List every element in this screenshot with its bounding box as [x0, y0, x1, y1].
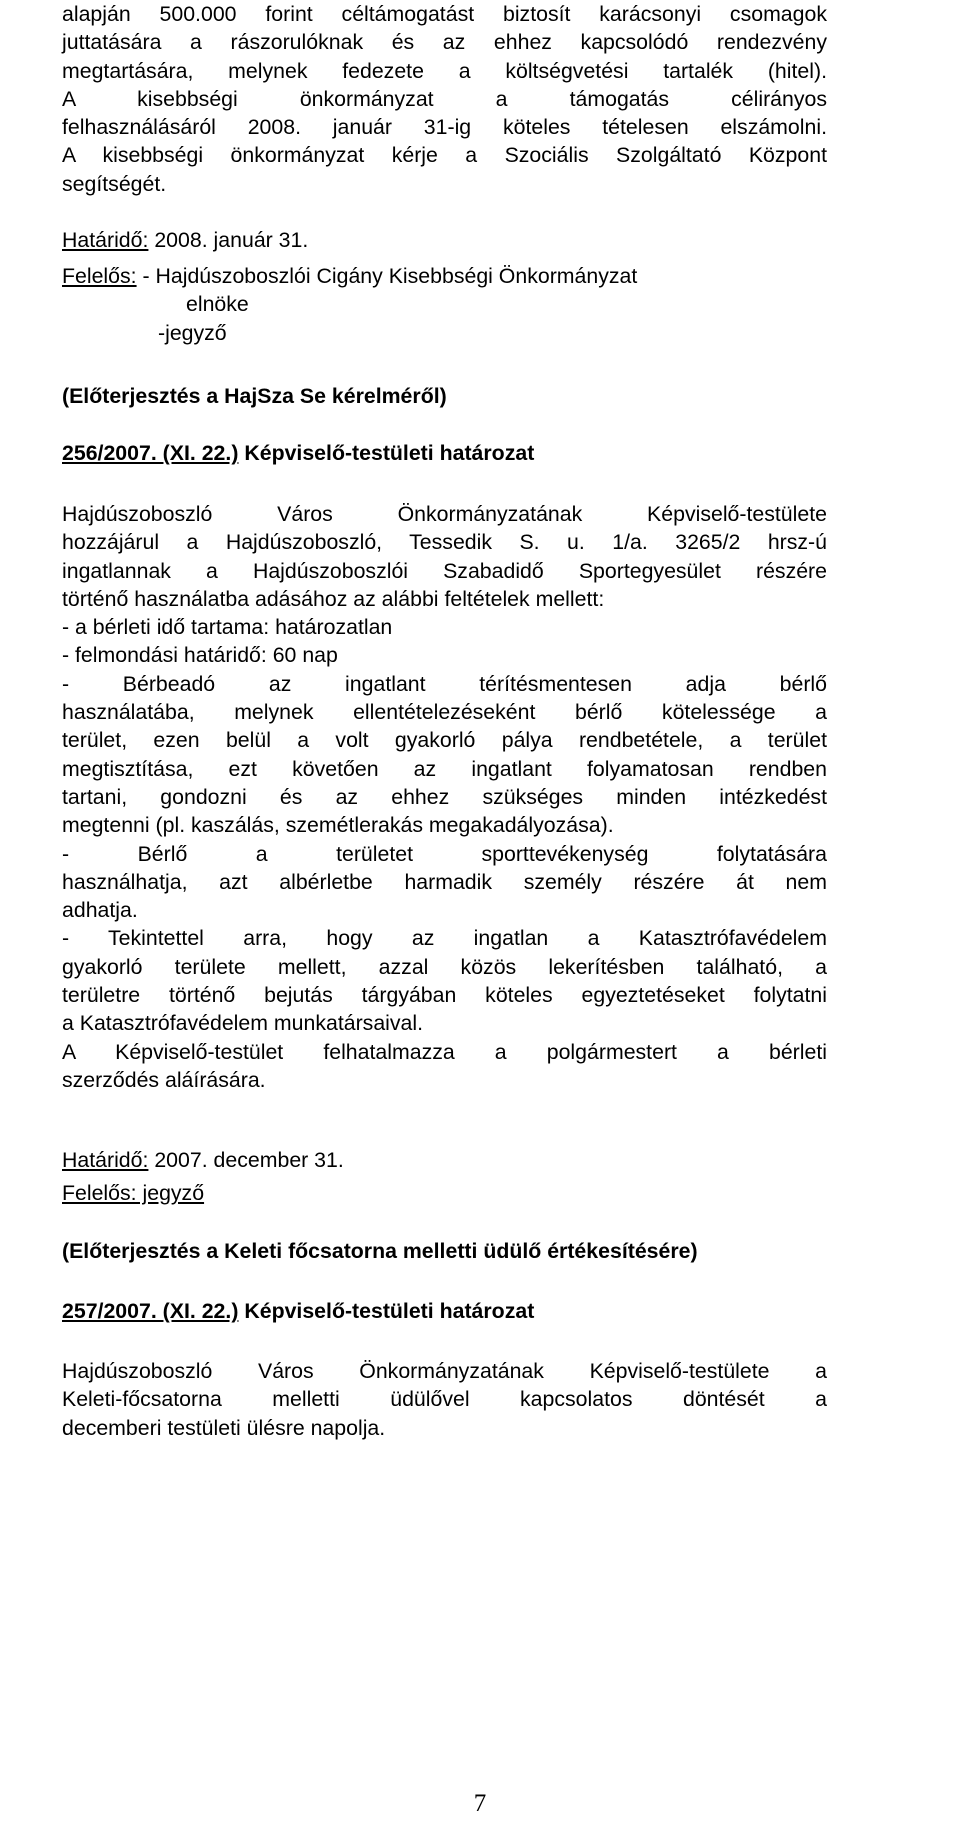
- text-line: tartani, gondozni és az ehhez szükséges minden intézkedést: [62, 784, 827, 809]
- responsible-label: Felelős:: [62, 264, 137, 288]
- text-line: történő használatba adásához az alábbi feltételek mellett:: [62, 586, 605, 611]
- text-line: hozzájárul a Hajdúszoboszló, Tessedik S. u. 1/a. 3265/2 hrsz-ú: [62, 530, 827, 555]
- text-line: decemberi testületi ülésre napolja.: [62, 1415, 386, 1440]
- deadline-label: Határidő:: [62, 1148, 149, 1172]
- resolution-256-title: [62, 439, 827, 467]
- resolution-title: Képviselő-testületi határozat: [238, 1299, 535, 1323]
- text-line: a Katasztrófavédelem munkatársaival.: [62, 1011, 424, 1036]
- text-line: A Képviselő-testület felhatalmazza a polgármestert a bérleti: [62, 1039, 827, 1064]
- resolution-256-body: [62, 500, 827, 1094]
- text-line: terület, ezen belül a volt gyakorló pálya rendbetétele, a terület: [62, 728, 827, 753]
- deadline-value: 2007. december 31.: [148, 1148, 344, 1172]
- proposal-heading-2: [62, 1237, 827, 1265]
- text-line: Hajdúszoboszló Város Önkormányzatának Képviselő-testülete a: [62, 1359, 827, 1383]
- responsible-label: Felelős: jegyző: [62, 1181, 205, 1205]
- text-line: megtenni (pl. kaszálás, szemétlerakás megakadályozása).: [62, 813, 614, 838]
- condition-item: - Bérlő a területet sporttevékenység folytatására: [62, 841, 827, 866]
- proposal-heading-1: [62, 382, 827, 410]
- text-line: területre történő bejutás tárgyában köteles egyeztetéseket folytatni: [62, 983, 827, 1008]
- text-line: A kisebbségi önkormányzat a támogatás célirányos: [62, 86, 827, 111]
- responsible-line: elnöke: [186, 292, 249, 317]
- text-line: gyakorló területe mellett, azzal közös lekerítésben található, a: [62, 954, 827, 979]
- resolution-number: 257/2007. (XI. 22.): [62, 1299, 239, 1323]
- text-line: ingatlannak a Hajdúszoboszlói Szabadidő Sportegyesület részére: [62, 558, 827, 583]
- condition-item: - felmondási határidő: 60 nap: [62, 643, 338, 668]
- deadline-value: 2008. január 31.: [148, 228, 309, 252]
- condition-item: - Tekintettel arra, hogy az ingatlan a Katasztrófavédelem: [62, 926, 827, 951]
- deadline-label: Határidő:: [62, 228, 149, 252]
- responsible-value: - Hajdúszoboszlói Cigány Kisebbségi Önkormányzat: [136, 264, 638, 288]
- resolution-title: Képviselő-testületi határozat: [238, 441, 535, 465]
- text-line: szerződés aláírására.: [62, 1067, 266, 1092]
- resolution-257-title: [62, 1297, 827, 1325]
- text-line: Keleti-főcsatorna melletti üdülővel kapcsolatos döntését a: [62, 1387, 827, 1412]
- deadline-2: [62, 1146, 827, 1174]
- top-paragraph: [62, 0, 827, 198]
- text-line: alapján 500.000 forint céltámogatást biztosít karácsonyi csomagok: [62, 2, 827, 26]
- deadline-1: [62, 226, 827, 254]
- text-line: A kisebbségi önkormányzat kérje a Szociális Szolgáltató Központ: [62, 143, 827, 168]
- resolution-number: 256/2007. (XI. 22.): [62, 441, 239, 465]
- resolution-257-body: [62, 1357, 827, 1442]
- responsible-2: [62, 1179, 827, 1207]
- responsible-line: -jegyző: [158, 320, 227, 345]
- heading-text: (Előterjesztés a HajSza Se kérelméről): [62, 384, 447, 408]
- heading-text: (Előterjesztés a Keleti főcsatorna melletti üdülő értékesítésére): [62, 1239, 698, 1263]
- responsible-1: [62, 262, 827, 347]
- text-line: Hajdúszoboszló Város Önkormányzatának Képviselő-testülete: [62, 502, 827, 526]
- text-line: megtisztítása, ezt követően az ingatlant folyamatosan rendben: [62, 756, 827, 781]
- condition-item: - a bérleti idő tartama: határozatlan: [62, 615, 393, 640]
- text-line: használatába, melynek ellentételezéseként bérlő kötelessége a: [62, 700, 827, 725]
- condition-item: - Bérbeadó az ingatlant térítésmentesen adja bérlő: [62, 671, 827, 696]
- text-line: segítségét.: [62, 171, 167, 196]
- text-line: megtartására, melynek fedezete a költségvetési tartalék (hitel).: [62, 58, 827, 83]
- text-line: felhasználásáról 2008. január 31-ig köteles tételesen elszámolni.: [62, 115, 827, 140]
- page-number: 7: [473, 1790, 487, 1817]
- text-line: használhatja, azt albérletbe harmadik személy részére át nem: [62, 869, 827, 894]
- text-line: adhatja.: [62, 898, 138, 923]
- text-line: juttatására a rászorulóknak és az ehhez kapcsolódó rendezvény: [62, 30, 827, 55]
